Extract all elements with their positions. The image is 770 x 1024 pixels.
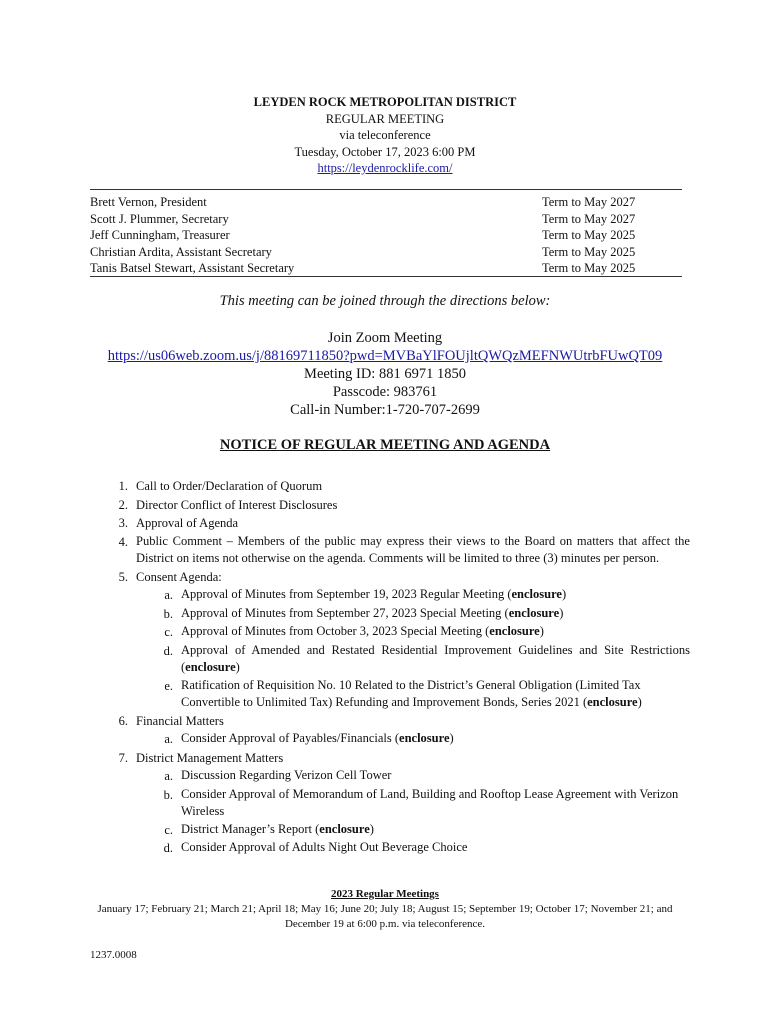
agenda-item <box>90 514 690 533</box>
agenda-item-number: 4. <box>118 534 128 549</box>
agenda-subitem-letter: c. <box>164 625 173 639</box>
agenda-item <box>90 749 690 768</box>
zoom-passcode: Passcode: 983761 <box>332 384 438 400</box>
agenda-item-number: 5. <box>118 569 128 584</box>
agenda-item-text: Financial Matters <box>136 713 224 728</box>
agenda-subitem-letter: b. <box>163 606 173 621</box>
agenda-subitem-text: Approval of Minutes from September 19, 2023 Regular Meeting (enclosure) <box>181 587 567 601</box>
agenda-subitem-text: Approval of Amended and Restated Residential Improvement Guidelines and Site Restrictions (enclosure) <box>181 642 690 674</box>
agenda-subitem <box>136 767 690 786</box>
zoom-details <box>0 329 770 419</box>
board-member-term: Term to May 2025 <box>542 244 636 259</box>
board-member-name: Brett Vernon, President <box>90 195 207 209</box>
agenda-subitem <box>136 839 690 858</box>
agenda-item-text: Public Comment – Members of the public may express their views to the Board on matters that affect the District on items not otherwise on the agenda. Comments will be limited to three (3) minutes per person. <box>136 533 690 565</box>
agenda-item <box>90 533 690 568</box>
board-member-term: Term to May 2027 <box>542 211 636 226</box>
agenda-subitem-text: Discussion Regarding Verizon Cell Tower <box>181 768 392 782</box>
agenda-subitem <box>136 623 690 642</box>
meeting-type: REGULAR MEETING <box>325 111 445 126</box>
regular-meetings-title: 2023 Regular Meetings <box>331 888 439 900</box>
board-member-row <box>90 244 682 261</box>
agenda-subitem <box>136 605 690 624</box>
board-member-term: Term to May 2025 <box>542 228 636 242</box>
agenda-subitem <box>136 677 690 712</box>
agenda-list <box>90 477 690 858</box>
enclosure-label: enclosure <box>319 821 370 836</box>
meeting-venue: via teleconference <box>339 128 431 142</box>
enclosure-label: enclosure <box>399 731 450 745</box>
agenda-subitem-text: Consider Approval of Adults Night Out Beverage Choice <box>181 840 468 854</box>
agenda-subitem-letter: a. <box>164 769 173 783</box>
agenda-subitem-text: Consider Approval of Payables/Financials (enclosure) <box>181 731 454 745</box>
board-member-name: Tanis Batsel Stewart, Assistant Secretary <box>90 261 295 275</box>
agenda-item <box>90 712 690 731</box>
agenda-subitem-letter: d. <box>163 643 173 658</box>
agenda-subitem-letter: a. <box>164 732 173 746</box>
agenda-subitem-text: Consider Approval of Memorandum of Land, Building and Rooftop Lease Agreement with Verizon Wireless <box>181 786 679 818</box>
zoom-meeting-id: Meeting ID: 881 6971 1850 <box>304 366 466 382</box>
meeting-header <box>0 94 770 177</box>
agenda-subitem-letter: a. <box>164 588 173 602</box>
agenda-subitem <box>136 586 690 605</box>
agenda-item-text: Consent Agenda: <box>136 569 222 584</box>
document-number: 1237.0008 <box>90 949 137 961</box>
board-top-rule <box>90 189 682 190</box>
meeting-datetime: Tuesday, October 17, 2023 6:00 PM <box>294 144 476 159</box>
board-member-name: Scott J. Plummer, Secretary <box>90 211 229 226</box>
agenda-item-number: 3. <box>118 516 128 530</box>
zoom-callin-number: Call-in Number:1-720-707-2699 <box>290 402 480 418</box>
agenda-item-number: 2. <box>118 497 128 512</box>
agenda-item-text: District Management Matters <box>136 750 284 765</box>
enclosure-label: enclosure <box>185 660 236 674</box>
agenda-subitem-text: Approval of Minutes from October 3, 2023 Special Meeting (enclosure) <box>181 624 544 638</box>
agenda-subitem-text: District Manager’s Report (enclosure) <box>181 821 374 836</box>
board-of-directors <box>90 194 682 277</box>
regular-meetings-schedule <box>0 887 770 932</box>
agenda-subitem <box>136 730 690 749</box>
agenda-item-text: Approval of Agenda <box>136 516 239 530</box>
agenda-subitem-letter: b. <box>163 787 173 802</box>
board-member-row <box>90 211 682 228</box>
join-instructions: This meeting can be joined through the directions below: <box>219 293 551 309</box>
agenda-item <box>90 477 690 496</box>
district-name: LEYDEN ROCK METROPOLITAN DISTRICT <box>253 95 517 109</box>
agenda-subitem <box>136 821 690 840</box>
website-link[interactable]: https://leydenrocklife.com/ <box>317 161 453 175</box>
agenda-subitem <box>136 786 690 821</box>
board-member-term: Term to May 2025 <box>542 261 636 275</box>
enclosure-label: enclosure <box>511 587 562 601</box>
zoom-title: Join Zoom Meeting <box>327 330 443 346</box>
enclosure-label: enclosure <box>489 624 540 638</box>
enclosure-label: enclosure <box>508 605 560 620</box>
board-member-row <box>90 194 682 211</box>
agenda-subitem-letter: c. <box>164 822 173 837</box>
zoom-link[interactable]: https://us06web.zoom.us/j/88169711850?pwd=MVBaYlFOUjltQWQzMEFNWUtrbFUwQT09 <box>107 348 663 364</box>
board-member-row <box>90 227 682 244</box>
agenda-subitem-text: Approval of Minutes from September 27, 2023 Special Meeting (enclosure) <box>181 605 564 620</box>
board-member-name: Jeff Cunningham, Treasurer <box>90 228 230 242</box>
agenda-subitem-letter: e. <box>164 678 173 693</box>
agenda-item <box>90 568 690 587</box>
agenda-item-number: 6. <box>118 713 128 728</box>
notice-title: NOTICE OF REGULAR MEETING AND AGENDA <box>219 437 551 453</box>
agenda-item-number: 1. <box>118 479 128 493</box>
agenda-item <box>90 496 690 515</box>
agenda-subitem-text: Ratification of Requisition No. 10 Related to the District’s General Obligation (Limited Tax Convertible to Unlimited Tax) Refunding and Improvement Bonds, Series 2021 (enclosure) <box>181 677 642 709</box>
board-member-term: Term to May 2027 <box>542 195 636 209</box>
agenda-item-text: Call to Order/Declaration of Quorum <box>136 479 323 493</box>
regular-meetings-dates: January 17; February 21; March 21; April 18; May 16; June 20; July 18; August 15; September 19; October 17; November 21; and December 19 at 6:00 p.m. via teleconference. <box>97 903 673 930</box>
agenda-item-number: 7. <box>118 750 128 765</box>
agenda-subitem-letter: d. <box>163 841 173 855</box>
agenda-subitem <box>136 642 690 677</box>
enclosure-label: enclosure <box>587 695 638 709</box>
board-member-name: Christian Ardita, Assistant Secretary <box>90 244 272 259</box>
board-bottom-rule <box>90 276 682 277</box>
board-member-row <box>90 260 682 277</box>
agenda-item-text: Director Conflict of Interest Disclosures <box>136 497 338 512</box>
